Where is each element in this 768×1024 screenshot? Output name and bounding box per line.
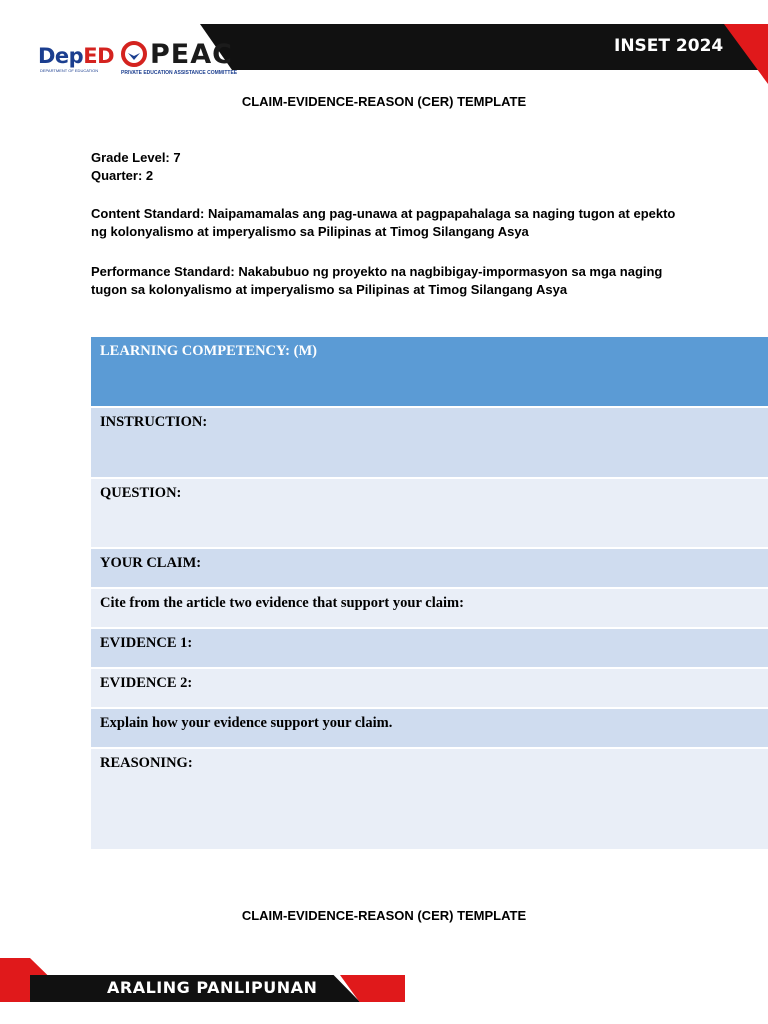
quarter: Quarter: 2	[91, 168, 154, 183]
explain-row: Explain how your evidence support your claim.	[91, 709, 768, 749]
page-title: CLAIM-EVIDENCE-REASON (CER) TEMPLATE	[241, 94, 527, 109]
claim-row: YOUR CLAIM:	[91, 549, 768, 589]
instruction-row: INSTRUCTION:	[91, 408, 768, 479]
inset-label: INSET 2024	[614, 36, 724, 56]
deped-logo-subtitle: DEPARTMENT OF EDUCATION	[40, 68, 99, 73]
evidence-2-row: EVIDENCE 2:	[91, 669, 768, 709]
evidence-1-row: EVIDENCE 1:	[91, 629, 768, 669]
reasoning-row: REASONING:	[91, 749, 768, 849]
deped-logo	[38, 44, 114, 68]
page-title-bottom: CLAIM-EVIDENCE-REASON (CER) TEMPLATE	[241, 908, 527, 923]
performance-standard: Performance Standard: Nakabubuo ng proyekto na nagbibigay-impormasyon sa mga naging tugon sa kolonyalismo at imperyalismo sa Pilipinas at Timog Silangang Asya	[91, 264, 663, 297]
content-standard: Content Standard: Naipamamalas ang pag-unawa at pagpapahalaga sa naging tugon at epekto ng kolonyalismo at imperyalismo sa Pilipinas at Timog Silangang Asya	[91, 206, 676, 239]
grade-level: Grade Level: 7	[91, 150, 181, 165]
question-row: QUESTION:	[91, 479, 768, 549]
subject-label: ARALING PANLIPUNAN	[107, 978, 318, 997]
cer-table	[91, 337, 768, 849]
cite-row: Cite from the article two evidence that support your claim:	[91, 589, 768, 629]
peac-logo-icon	[121, 41, 147, 67]
peac-logo-subtitle: PRIVATE EDUCATION ASSISTANCE COMMITTEE	[121, 70, 238, 76]
deped-logo-dep: Dep	[38, 44, 84, 68]
deped-logo-ed: ED	[83, 44, 114, 68]
learning-competency-row: LEARNING COMPETENCY: (M)	[91, 337, 768, 408]
peac-logo: PEAC	[150, 39, 233, 70]
